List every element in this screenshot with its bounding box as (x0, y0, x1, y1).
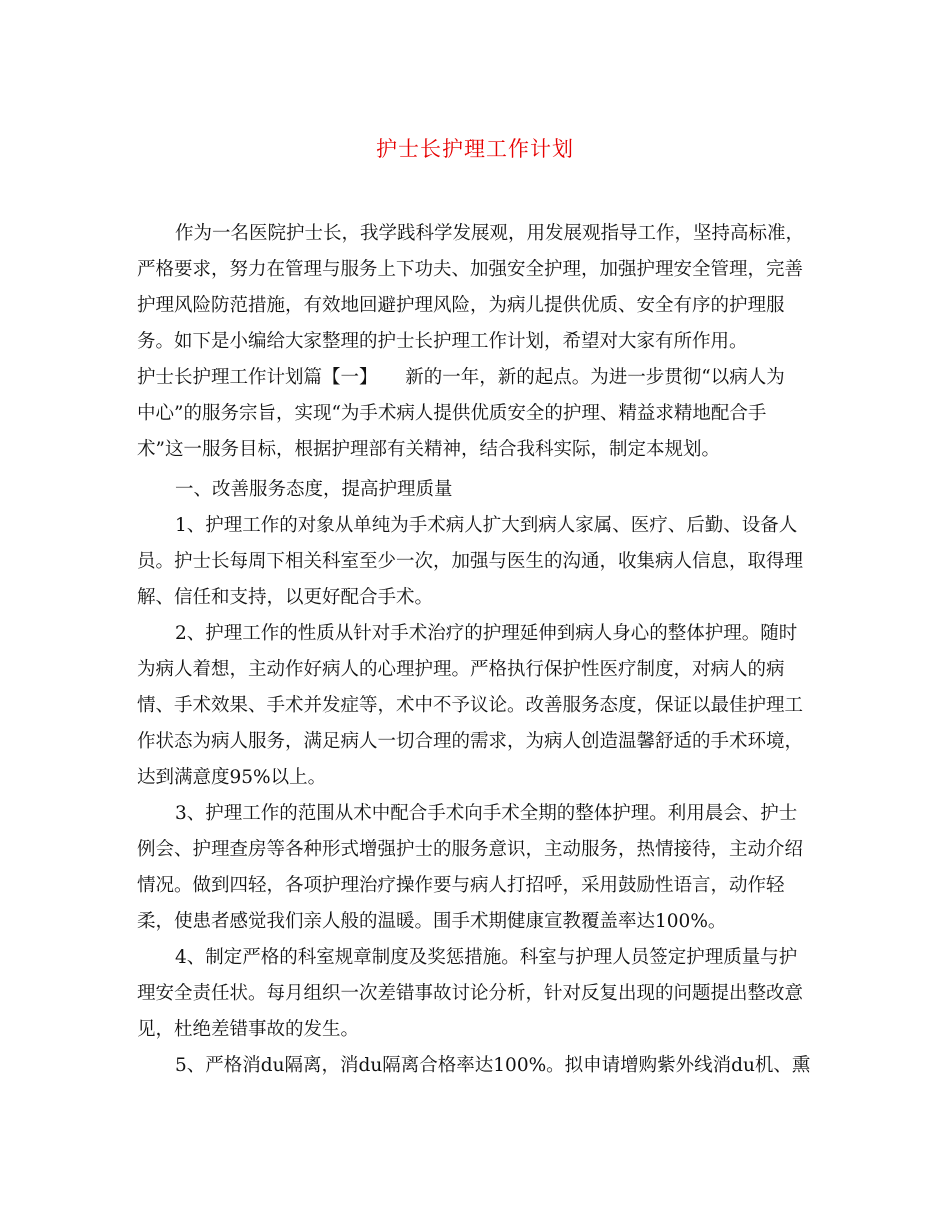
section-heading: 一、改善服务态度，提高护理质量 (175, 479, 453, 500)
paragraph-line: 例会、护理查房等各种形式增强护士的服务意识，主动服务，热情接待，主动介绍 (137, 839, 804, 860)
paragraph-line: 护士长护理工作计划篇【一】 新的一年，新的起点。为进一步贯彻“以病人为 (137, 367, 785, 388)
paragraph-line: 为病人着想，主动作好病人的心理护理。严格执行保护性医疗制度，对病人的病 (137, 659, 785, 680)
paragraph-line: 务。如下是小编给大家整理的护士长护理工作计划，希望对大家有所作用。 (137, 331, 748, 352)
paragraph-line: 护理风险防范措施，有效地回避护理风险，为病儿提供优质、安全有序的护理服 (137, 295, 785, 316)
paragraph-line: 员。护士长每周下相关科室至少一次，加强与医生的沟通，收集病人信息，取得理 (137, 551, 804, 572)
paragraph-line: 3、护理工作的范围从术中配合手术向手术全期的整体护理。利用晨会、护士 (175, 803, 798, 824)
paragraph-line: 术”这一服务目标，根据护理部有关精神，结合我科实际，制定本规划。 (137, 439, 720, 460)
paragraph-line: 4、制定严格的科室规章制度及奖惩措施。科室与护理人员签定护理质量与护 (175, 947, 798, 968)
paragraph-line: 理安全责任状。每月组织一次差错事故讨论分析，针对反复出现的问题提出整改意 (137, 983, 804, 1004)
paragraph-line: 作为一名医院护士长，我学践科学发展观，用发展观指导工作，坚持高标准， (175, 223, 805, 244)
paragraph-line: 5、严格消du隔离，消du隔离合格率达100%。拟申请增购紫外线消du机、熏 (175, 1055, 811, 1076)
document-title: 护士长护理工作计划 (376, 137, 574, 161)
paragraph-line: 达到满意度95%以上。 (137, 767, 327, 788)
paragraph-line: 情、手术效果、手术并发症等，术中不予议论。改善服务态度，保证以最佳护理工 (137, 695, 804, 716)
paragraph-line: 解、信任和支持，以更好配合手术。 (137, 587, 434, 608)
paragraph-line: 作状态为病人服务，满足病人一切合理的需求，为病人创造温馨舒适的手术环境， (137, 731, 804, 752)
paragraph-line: 柔，使患者感觉我们亲人般的温暖。围手术期健康宣教覆盖率达100%。 (137, 911, 727, 932)
paragraph-line: 1、护理工作的对象从单纯为手术病人扩大到病人家属、医疗、后勤、设备人 (175, 515, 798, 536)
paragraph-line: 情况。做到四轻，各项护理治疗操作要与病人打招呼，采用鼓励性语言，动作轻 (137, 875, 785, 896)
paragraph-line: 2、护理工作的性质从针对手术治疗的护理延伸到病人身心的整体护理。随时 (175, 623, 798, 644)
paragraph-line: 见，杜绝差错事故的发生。 (137, 1019, 360, 1040)
paragraph-line: 严格要求，努力在管理与服务上下功夫、加强安全护理，加强护理安全管理，完善 (137, 259, 804, 280)
paragraph-line: 中心”的服务宗旨，实现“为手术病人提供优质安全的护理、精益求精地配合手 (137, 403, 767, 424)
